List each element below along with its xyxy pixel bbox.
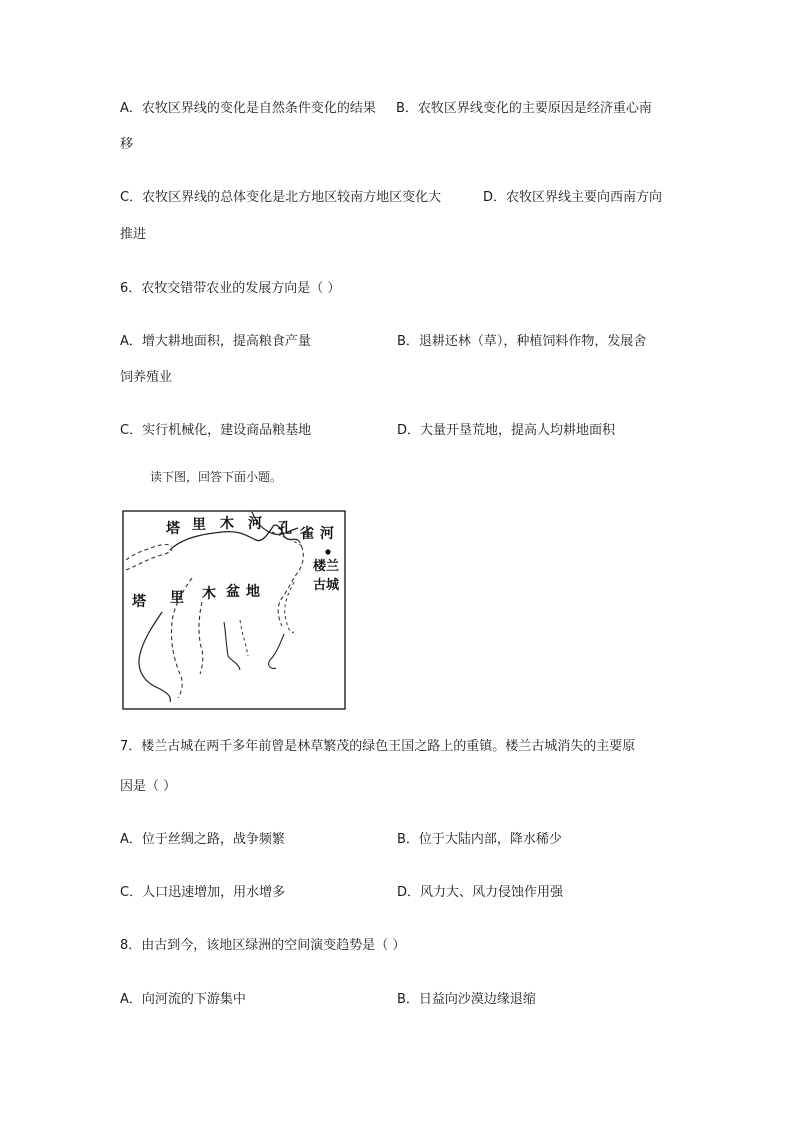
map-label-basin-mu: 木 (202, 586, 216, 602)
map-label-li-1: 里 (192, 517, 206, 533)
q6-option-a: A．增大耕地面积，提高粮食产量 (120, 334, 311, 349)
q7-stem-continued: 因是（ ） (120, 779, 177, 794)
map-label-ta-1: 塔 (166, 521, 180, 537)
map-label-loulan-1: 楼兰 (313, 559, 340, 574)
q7-stem: 7．楼兰古城在两千多年前曾是林草繁茂的绿色王国之路上的重镇。楼兰古城消失的主要原 (120, 739, 636, 754)
q6-option-d: D．大量开垦荒地，提高人均耕地面积 (397, 423, 616, 438)
map-label-basin-pen: 盆 (226, 584, 240, 600)
q5-option-a: A．农牧区界线的变化是自然条件变化的结果 (120, 101, 376, 116)
loulan-location-dot (325, 549, 330, 554)
q5-option-d: D．农牧区界线主要向西南方向 (483, 190, 663, 205)
q8-option-a: A．向河流的下游集中 (120, 992, 246, 1007)
q7-option-a: A．位于丝绸之路，战争频繁 (120, 832, 285, 847)
q5-option-d-continued: 推进 (120, 227, 147, 242)
q7-option-b: B．位于大陆内部，降水稀少 (397, 832, 562, 847)
q6-option-b-continued: 饲养殖业 (120, 370, 173, 385)
map-label-que: 雀 (300, 526, 314, 542)
map-label-loulan-2: 古城 (313, 578, 340, 593)
map-label-kong: 孔 (278, 521, 292, 537)
tarim-basin-map (122, 510, 346, 710)
q8-stem: 8．由古到今，该地区绿洲的空间演变趋势是（ ） (120, 938, 406, 953)
map-label-basin-di: 地 (246, 584, 260, 600)
q5-option-b-continued: 移 (120, 137, 134, 152)
q6-stem: 6．农牧交错带农业的发展方向是（ ） (120, 281, 341, 296)
map-label-mu-1: 木 (220, 516, 234, 532)
q7-option-c: C．人口迅速增加，用水增多 (120, 885, 286, 900)
map-label-basin-li: 里 (170, 590, 184, 606)
q5-option-b: B．农牧区界线变化的主要原因是经济重心南 (396, 101, 652, 116)
q6-option-c: C．实行机械化，建设商品粮基地 (120, 423, 312, 438)
map-label-basin-ta: 塔 (132, 594, 146, 610)
map-label-he-2: 河 (320, 526, 334, 542)
q8-option-b: B．日益向沙漠边缘退缩 (397, 992, 536, 1007)
map-instruction: 读下图，回答下面小题。 (150, 470, 283, 484)
map-label-he-1: 河 (248, 516, 262, 532)
q7-option-d: D．风力大、风力侵蚀作用强 (397, 885, 564, 900)
q5-option-c: C．农牧区界线的总体变化是北方地区较南方地区变化大 (120, 190, 442, 205)
q6-option-b: B．退耕还林（草），种植饲料作物，发展舍 (397, 334, 647, 349)
